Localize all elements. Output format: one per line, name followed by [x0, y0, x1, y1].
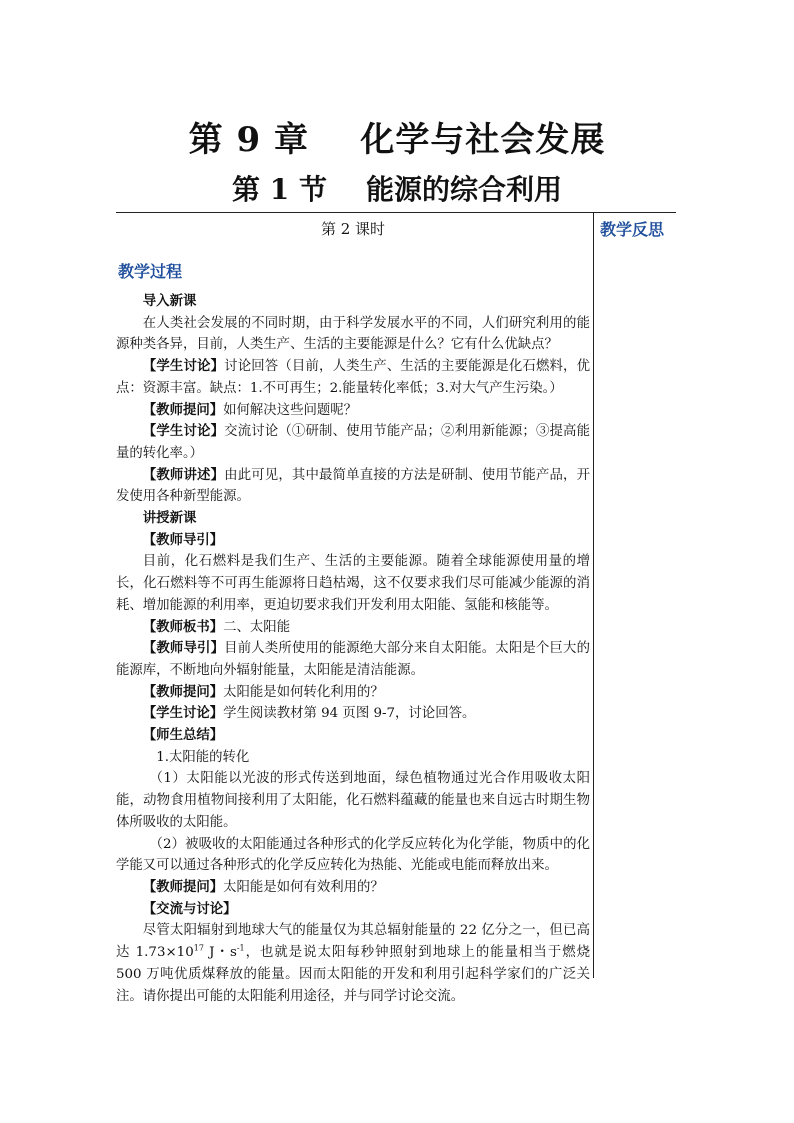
paragraph-text: 太阳能是如何转化利用的？: [223, 684, 384, 700]
lesson-content: [116, 212, 591, 1004]
paragraph-text: 尽管太阳辐射到地球大气的能量仅为其总辐射能量的 22 亿分之一，但已高达 1.73×10: [116, 923, 590, 961]
exponent: -1: [236, 943, 245, 953]
student-discussion-2: [116, 421, 590, 464]
paragraph-text: 由此可见，其中最简单直接的方法是研制、使用节能产品，开发使用各种新型能源。: [116, 467, 591, 505]
tag-label: 【教师提问】: [142, 401, 224, 418]
teacher-statement: [116, 465, 590, 508]
chapter-title: 第 9 章 化学与社会发展: [188, 120, 606, 160]
paragraph-text: ，也就是说太阳每秒钟照射到地球上的能量相当于燃烧 500 万吨优质煤释放的能量。因而太阳能的开发和利用引起科学家们的广泛关注。请你提出可能的太阳能利用途径，并与同学讨论交流。: [116, 945, 590, 1004]
summary-label: [116, 725, 590, 747]
tag-label: 【学生讨论】: [142, 705, 224, 722]
student-discussion-1: [116, 356, 590, 399]
tag-label: 【教师板书】: [142, 618, 224, 635]
teacher-question-2: [116, 682, 590, 704]
paragraph-text: 太阳能是如何有效利用的？: [223, 879, 384, 895]
tag-label: 【师生总结】: [142, 727, 224, 744]
subsection-title: 1.太阳能的转化: [156, 749, 250, 765]
section-title: 第 1 节 能源的综合利用: [232, 173, 562, 206]
tag-label: 【教师提问】: [142, 683, 224, 700]
lesson-period: 第 2 课时: [320, 220, 386, 238]
teacher-question-3: [116, 877, 590, 899]
tag-label: 【教师导引】: [142, 531, 224, 548]
teacher-guide-1: [116, 530, 590, 552]
paragraph-text: 交流讨论（①研制、使用节能产品；②利用新能源；③提高能量的转化率。）: [116, 424, 591, 461]
tag-label: 【学生讨论】: [142, 423, 225, 440]
paragraph-text: 目前人类所使用的能源绝大部分来自太阳能。太阳是个巨大的能源库，不断地向外辐射能量，太阳能是清洁能源。: [116, 641, 591, 678]
teacher-question-1: [116, 400, 590, 422]
paragraph-text: 如何解决这些问题呢？: [223, 402, 358, 418]
exchange-label: [116, 899, 590, 921]
paragraph-text: 学生阅读教材第 94 页图 9-7，讨论回答。: [223, 706, 476, 722]
column-divider: [593, 212, 594, 978]
exchange-paragraph: [116, 920, 590, 1007]
paragraph-text: 二、太阳能: [223, 619, 291, 635]
point-2: （2）被吸收的太阳能通过各种形式的化学反应转化为化学能，物质中的化学能又可以通过各种形式的化学反应转化为热能、光能或电能而释放出来。: [116, 836, 590, 874]
tag-label: 【教师讲述】: [142, 466, 225, 483]
guide-paragraph: 目前，化石燃料是我们生产、生活的主要能源。随着全球能源使用量的增长，化石燃料等不可再生能源将日趋枯竭，这不仅要求我们尽可能减少能源的消耗、增加能源的利用率，更迫切要求我们开发利用太阳能、氢能和核能等。: [116, 554, 590, 613]
teacher-guide-2: [116, 638, 590, 681]
student-discussion-3: [116, 703, 590, 725]
paragraph-text: 讨论回答（目前，人类生产、生活的主要能源是化石燃料，优点：资源丰富。缺点：1.不可再生；2.能量转化率低；3.对大气产生污染。）: [116, 359, 591, 396]
teacher-board: [116, 617, 590, 639]
intro-label: 导入新课: [142, 293, 197, 309]
intro-paragraph: 在人类社会发展的不同时期，由于科学发展水平的不同，人们研究利用的能源种类各异，目前，人类生产、生活的主要能源是什么？它有什么优缺点？: [116, 315, 590, 353]
tag-label: 【交流与讨论】: [142, 900, 237, 917]
tag-label: 【教师提问】: [142, 878, 224, 895]
new-lesson-label: 讲授新课: [142, 510, 197, 527]
tag-label: 【教师导引】: [142, 640, 225, 657]
paragraph-text: J・s: [203, 945, 237, 961]
lesson-body: [116, 291, 590, 1007]
point-1: （1）太阳能以光波的形式传送到地面，绿色植物通过光合作用吸收太阳能，动物食用植物间接利用了太阳能，化石燃料蕴藏的能量也来自远古时期生物体所吸收的太阳能。: [116, 771, 590, 830]
exponent: 17: [193, 943, 204, 953]
reflection-heading: 教学反思: [600, 220, 665, 239]
tag-label: 【学生讨论】: [142, 358, 225, 375]
teaching-process-heading: 教学过程: [118, 262, 183, 281]
